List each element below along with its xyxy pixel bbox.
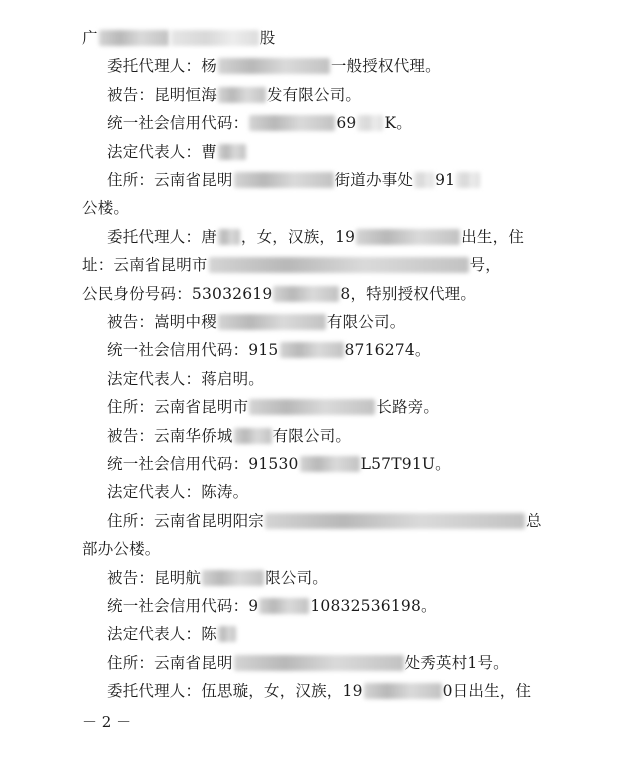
- redaction-blur: [171, 30, 259, 46]
- text-line: 住所：云南省昆明市 长路旁。: [107, 398, 440, 417]
- redaction-blur: [218, 144, 246, 160]
- redaction-blur: [218, 229, 240, 245]
- redaction-blur: [280, 342, 344, 358]
- redaction-blur: [357, 115, 383, 131]
- redaction-blur: [99, 30, 169, 46]
- redaction-blur: [300, 456, 360, 472]
- redaction-blur: [209, 257, 469, 273]
- page-number: － 2 －: [82, 713, 132, 731]
- text-line: 统一社会信用代码： 69 K。: [107, 114, 412, 133]
- text-line: 公民身份号码：53032619 8，特别授权代理。: [82, 284, 477, 303]
- text-line: 法定代表人：曹: [107, 141, 247, 163]
- redaction-blur: [234, 428, 272, 444]
- redaction-blur: [414, 172, 434, 188]
- redaction-blur: [364, 683, 442, 699]
- text-line: 统一社会信用代码：9 10832536198。: [107, 597, 437, 615]
- text-line: 住所：云南省昆明阳宗 总: [107, 511, 542, 530]
- text-line: 统一社会信用代码：91530 L57T91U。: [107, 455, 451, 473]
- text-line: 法定代表人：陈: [107, 623, 237, 645]
- text-line: 被告：嵩明中稷 有限公司。: [107, 313, 406, 331]
- text-line: 部办公楼。: [82, 540, 161, 559]
- text-line: 公楼。: [82, 199, 130, 218]
- text-line: 住所：云南省昆明 处秀英村1号。: [107, 653, 509, 672]
- text-line: 址：云南省昆明市 号，: [82, 256, 502, 275]
- text-line: 法定代表人：陈涛。: [107, 483, 249, 502]
- redaction-blur: [234, 172, 334, 188]
- redaction-blur: [356, 229, 460, 245]
- redaction-blur: [249, 115, 335, 131]
- redaction-blur: [259, 598, 309, 614]
- redaction-blur: [249, 399, 375, 415]
- redaction-blur: [265, 513, 525, 529]
- text-line: 被告：云南华侨城 有限公司。: [107, 426, 352, 445]
- text-line: 法定代表人：蒋启明。: [107, 369, 265, 388]
- text-line: 住所：云南省昆明 街道办事处 91: [107, 169, 481, 191]
- text-line: 被告：昆明航 限公司。: [107, 568, 329, 587]
- text-line: 委托代理人：唐 ，女，汉族，19 出生，住: [107, 227, 525, 246]
- redaction-blur: [218, 626, 236, 642]
- text-line: 委托代理人：杨 一般授权代理。: [107, 57, 441, 76]
- redaction-blur: [234, 655, 404, 671]
- redaction-blur: [218, 314, 326, 330]
- redaction-blur: [202, 570, 264, 586]
- redaction-blur: [273, 286, 339, 302]
- text-line: 统一社会信用代码：915 8716274。: [107, 341, 431, 360]
- text-line: 被告：昆明恒海 发有限公司。: [107, 85, 362, 104]
- redaction-blur: [456, 172, 480, 188]
- text-line: 广 股: [82, 29, 276, 47]
- text-line: 委托代理人：伍思璇，女，汉族，19 0日出生，住: [107, 682, 532, 701]
- redaction-blur: [218, 87, 266, 103]
- redaction-blur: [218, 58, 330, 74]
